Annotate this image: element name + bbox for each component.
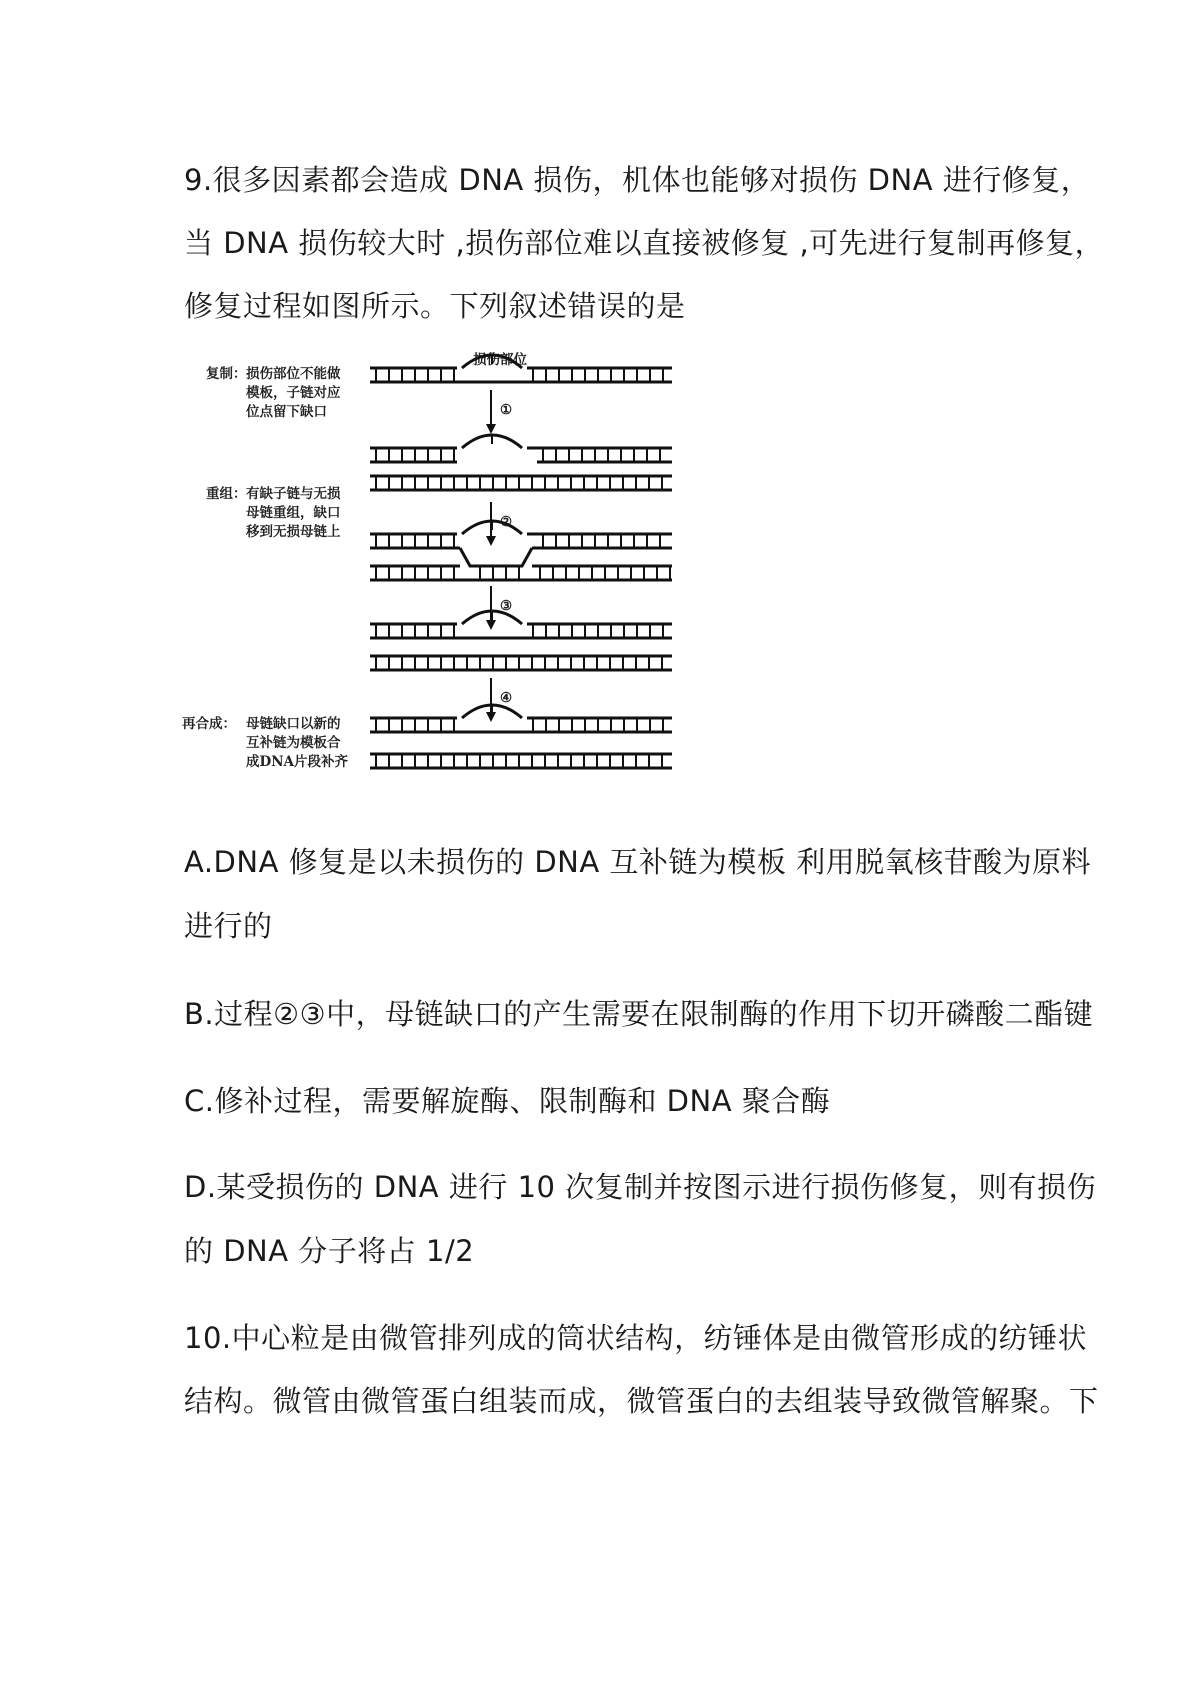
- option-a-line-1: A.DNA 修复是以未损伤的 DNA 互补链为模板 利用脱氧核苷酸为原料: [184, 845, 1092, 879]
- option-a-line-2: 进行的: [184, 909, 273, 943]
- note-replication: [206, 365, 341, 420]
- note-replication-title: 复制：: [206, 366, 247, 382]
- question-10-line-2: 结构。微管由微管蛋白组装而成，微管蛋白的去组装导致微管解聚。下: [184, 1384, 1099, 1418]
- note-replication-line-3: 位点留下缺口: [246, 404, 327, 420]
- step-3-label: ③: [500, 598, 513, 614]
- note-replication-line-2: 模板，子链对应: [246, 385, 341, 401]
- note-recombination-line-2: 母链重组，缺口: [246, 505, 341, 521]
- option-d-line-2: 的 DNA 分子将占 1/2: [184, 1234, 475, 1268]
- note-resynthesis-line-2: 互补链为模板合: [246, 735, 341, 751]
- dna-strands: [370, 355, 672, 768]
- step-4-label: ④: [500, 690, 513, 706]
- dna-repair-diagram: [182, 340, 737, 830]
- question-10-line-1: 10.中心粒是由微管排列成的筒状结构，纺锤体是由微管形成的纺锤状: [184, 1321, 1088, 1355]
- note-resynthesis-title: 再合成：: [182, 716, 236, 732]
- note-replication-line-1: 损伤部位不能做: [246, 366, 341, 382]
- note-recombination-line-1: 有缺子链与无损: [246, 486, 341, 502]
- step-2-label: ②: [500, 514, 513, 530]
- note-resynthesis-line-3: 成DNA片段补齐: [246, 754, 349, 770]
- option-c: C.修补过程，需要解旋酶、限制酶和 DNA 聚合酶: [184, 1084, 831, 1118]
- note-resynthesis: [182, 715, 349, 770]
- note-recombination-line-3: 移到无损母链上: [246, 524, 341, 540]
- question-9-line-2: 当 DNA 损伤较大时 ,损伤部位难以直接被修复 ,可先进行复制再修复，: [184, 226, 1105, 260]
- option-b: B.过程②③中，母链缺口的产生需要在限制酶的作用下切开磷酸二酯键: [184, 997, 1094, 1031]
- option-d-line-1: D.某受损伤的 DNA 进行 10 次复制并按图示进行损伤修复，则有损伤: [184, 1170, 1097, 1204]
- damage-site-label: 损伤部位: [473, 352, 527, 368]
- note-recombination: [206, 485, 341, 540]
- note-recombination-title: 重组：: [206, 486, 247, 502]
- question-9-line-1: 9.很多因素都会造成 DNA 损伤，机体也能够对损伤 DNA 进行修复，: [184, 163, 1091, 197]
- question-9-line-3: 修复过程如图所示。下列叙述错误的是: [184, 289, 686, 323]
- note-resynthesis-line-1: 母链缺口以新的: [246, 716, 341, 732]
- step-1-label: ①: [500, 402, 513, 418]
